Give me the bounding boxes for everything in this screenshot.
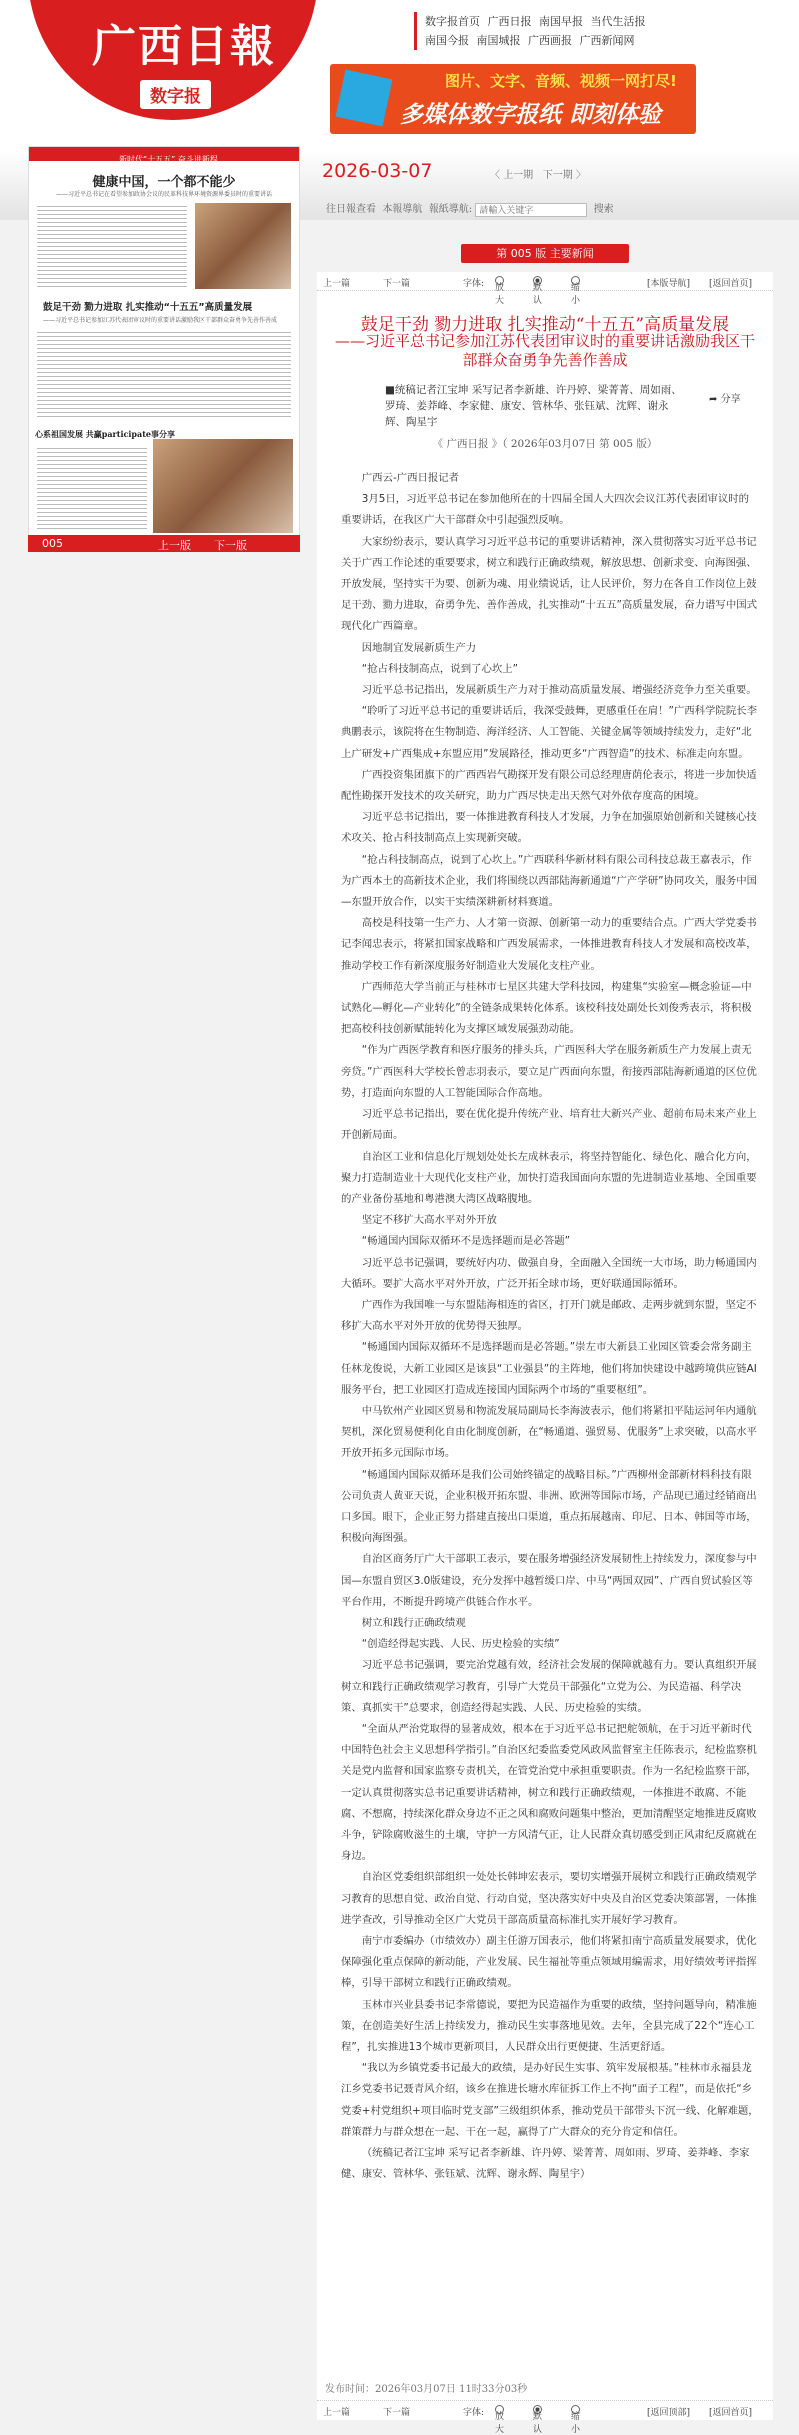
article-paragraph: 习近平总书记指出，要一体推进教育科技人才发展，力争在加强原始创新和关键核心技术攻关、抢占科技制高点上实现新突破。 (341, 811, 757, 845)
toplink-ddshb[interactable]: 当代生活报 (590, 15, 646, 28)
next-article-link[interactable]: 下一篇 (383, 2408, 411, 2418)
toplink-ngjb[interactable]: 南国今报 (425, 34, 469, 47)
article-panel (317, 272, 773, 2435)
past-issues-link[interactable]: 往日報查看 (326, 204, 376, 215)
article-paragraph: 广西师范大学当前正与桂林市七星区共建大学科技园，构建集“实验室—概念验证—中试熟化—孵化—产业转化”的全链条成果转化体系。该校科技处副处长刘俊秀表示，将积极把高校科技创新赋能转化为支撑区域发展强劲动能。 (341, 980, 752, 1036)
article-toolbar-top (317, 272, 773, 306)
home-link[interactable]: [返回首页] (709, 279, 753, 289)
prev-issue-link[interactable]: 上一期 (503, 170, 534, 181)
article-paragraph: “畅通国内国际双循环不是选择题而是必答题。”崇左市大新县工业园区管委会常务副主任林龙俊说，大新工业园区是该县“工业强县”的主阵地，他们将加快建设中越跨境供应链AI服务平台，把工业园区打造成连接国内国际两个市场的“重要枢纽”。 (341, 1341, 757, 1396)
thumbnail-text-block (37, 203, 187, 289)
article-paragraph: 习近平总书记强调，要统好内功、做强自身，全面融入全国统一大市场，助力畅通国内大循环。要扩大高水平对外开放，广泛开拓全球市场，更好联通国际循环。 (341, 1256, 757, 1290)
site-header (0, 0, 799, 150)
toplink-ngzb[interactable]: 南国早报 (539, 15, 583, 28)
article-paragraph: 习近平总书记强调，要完治党越有效，经济社会发展的保障就越有力。要认真组织开展树立和践行正确政绩观学习教育，引导广大党员干部强化“立党为公、为民造福、科学决策、真抓实干”总要求，创造经得起实践、人民、历史检验的实绩。 (341, 1659, 757, 1714)
next-page-link[interactable]: 下一版 (214, 539, 247, 552)
publish-time: 发布时间：2026年03月07日 11时33分03秒 (325, 2384, 528, 2395)
prev-page-link[interactable]: 上一版 (158, 539, 191, 552)
article-authors: ■统稿记者江宝坤 采写记者李新雄、许丹婷、梁菁菁、周如雨、罗琦、姜莽峰、李家健、康安、管林华、张钰斌、沈辉、谢永辉、陶星宇 (385, 384, 682, 428)
article-meta: 《 广西日报 》（ 2026年03月07日 第 005 版） (432, 438, 658, 450)
search-input[interactable] (475, 203, 587, 217)
article-paragraph: “聆听了习近平总书记的重要讲话后，我深受鼓舞，更感重任在肩！”广西科学院院长李典鹏表示，该院将在生物制造、海洋经济、人工智能、关键金属等领域持续发力，走好“北上广研发+广西集成+东盟应用”发展路径，推动更多“广西智造”的技术、标准走向东盟。 (341, 705, 758, 760)
toplink-gxnews[interactable]: 广西新闻网 (579, 34, 635, 47)
article-paragraph: “畅通国内国际双循环不是选择题而是必答题” (361, 1235, 570, 1248)
article-paragraph: “抢占科技制高点，说到了心坎上” (361, 662, 519, 675)
thumbnail-headline-2[interactable]: 鼓足干劲 勠力进取 扎实推动“十五五”高质量发展 (43, 302, 253, 313)
edition-nav-link[interactable]: 本報導航 (382, 204, 423, 215)
article-paragraph: 广西作为我国唯一与东盟陆海相连的省区，打开门就是邮政、走两步就到东盟，坚定不移扩大高水平对外开放的优势得天独厚。 (341, 1298, 757, 1333)
thumbnail-headline-3[interactable]: 心系祖国发展 共赢participate事分享 (35, 429, 175, 439)
article-paragraph: 高校是科技第一生产力、人才第一资源、创新第一动力的重要结合点。广西大学党委书记李闻忠表示，将紧扣国家战略和广西发展需求，一体推进教育科技人才发展和高校改革，推动学校工作有新深度服务好制造业大发展化支柱产业。 (341, 917, 757, 972)
page-thumbnail[interactable] (28, 146, 300, 552)
article-paragraph: 广西投资集团旗下的广西西岩气勘探开发有限公司总经理唐荫伦表示，将进一步加快适配性勘探开发技术的攻关研究，助力广西尽快走出天然气对外依存度高的困境。 (341, 768, 757, 803)
next-article-link[interactable]: 下一篇 (383, 279, 411, 289)
section-button[interactable]: 第 005 版 主要新闻 (461, 244, 629, 263)
edition-nav-link[interactable]: [本版导航] (647, 279, 691, 289)
article-paragraph: 习近平总书记指出，要在优化提升传统产业、培育壮大新兴产业、超前布局未来产业上开创新局面。 (341, 1108, 757, 1142)
thumbnail-text-block (37, 329, 291, 419)
article-paragraph: 自治区商务厅广大干部职工表示，要在服务增强经济发展韧性上持续发力，深度参与中国—东盟自贸区3.0版建设，充分发挥中越暂缓口岸、中马“两国双园”、广西自贸试验区等平台作用，不断提升跨境产供链合作水平。 (341, 1553, 757, 1608)
page-number: 005 (42, 537, 63, 550)
paper-nav-label: 報紙導航: (428, 204, 473, 215)
cube-icon (336, 70, 393, 127)
top-links (414, 12, 650, 50)
issue-date: 2026-03-07 (322, 160, 433, 182)
article-paragraph: 广西云-广西日报记者 (361, 472, 460, 484)
article-subtitle: ——习近平总书记参加江苏代表团审议时的重要讲话激励我区干部群众奋勇争先善作善成 (334, 332, 755, 369)
search-button[interactable]: 搜索 (593, 204, 614, 215)
font-small-option[interactable]: 缩小 (571, 2405, 580, 2415)
article-paragraph: 因地制宜发展新质生产力 (361, 641, 477, 654)
article-paragraph: “抢占科技制高点，说到了心坎上。”广西联科华新材料有限公司科技总裁王嘉表示，作为广西本土的高新技术企业，我们将围绕以西部陆海新通道“广产学研”协同攻关，服务中国—东盟开放合作，以实干实绩深耕新材料赛道。 (341, 853, 757, 909)
article-paragraph: 树立和践行正确政绩观 (361, 1616, 466, 1629)
article-paragraph: 大家纷纷表示，要认真学习习近平总书记的重要讲话精神，深入贯彻落实习近平总书记关于广西工作论述的重要要求，树立和践行正确政绩观，解放思想、创新求变、向海图强、开放发展，坚持实干为要、创新为魂、用业绩说话，让人民评价，努力在各自工作岗位上鼓足干劲、勠力进取，奋勇争先、善作善成，扎实推动“十五五”高质量发展，奋力谱写中国式现代化广西篇章。 (341, 535, 757, 633)
multimedia-banner[interactable] (330, 64, 696, 134)
font-large-option[interactable]: 放大 (495, 276, 504, 286)
article-paragraph: “全面从严治党取得的显著成效，根本在于习近平总书记把舵领航，在于习近平新时代中国特色社会主义思想科学指引。”自治区纪委监委党风政风监督室主任陈表示，纪检监察机关是党内监督和国家监察专责机关，在管党治党中承担重要职责。作为一名纪检监察干部，一定认真贯彻落实总书记重要讲话精神，树立和践行正确政绩观，一体推进不敢腐、不能腐、不想腐，持续深化群众身边不正之风和腐败问题集中整治，更加清醒坚定地推进反腐败斗争，铲除腐败滋生的土壤，守护一方风清气正，让人民群众真切感受到正风肃纪反腐就在身边。 (341, 1722, 757, 1863)
article-paragraph: 中马钦州产业园区贸易和物流发展局副局长李海波表示，他们将紧扣平陆运河年内通航契机，深化贸易便利化自由化制度创新，在“畅通道、强贸易、优服务”上求突破，以高水平开放开拓多元国际市场。 (341, 1404, 757, 1460)
article-title: 鼓足干劲 勠力进取 扎实推动“十五五”高质量发展 (360, 315, 730, 335)
article-body (341, 468, 759, 2185)
home-link[interactable]: [返回首页] (709, 2408, 753, 2418)
article-paragraph: 玉林市兴业县委书记李常德说，要把为民造福作为重要的政绩，坚持问题导向，精准施策，在创造美好生活上持续发力，推动民生实事落地见效。去年，全县完成了22个“连心工程”，扎实推进13个城市更新项目，人民群众出行更便捷、生活更舒适。 (341, 1998, 757, 2054)
font-label: 字体: (463, 279, 485, 289)
share-button[interactable]: ➦ 分享 (709, 394, 741, 405)
toplink-ngcb[interactable]: 南国城报 (476, 34, 521, 47)
thumbnail-text-block (37, 445, 147, 529)
share-icon: ➦ (709, 394, 718, 405)
prev-article-link[interactable]: 上一篇 (323, 2408, 351, 2418)
thumbnail-mast: 新时代“十五五” 奋斗进新程 (29, 147, 299, 161)
digital-edition-badge: 数字报 (140, 80, 211, 109)
article-toolbar-bottom (317, 2400, 773, 2435)
thumbnail-photo-2[interactable] (153, 439, 293, 533)
toplink-home[interactable]: 数字报首页 (425, 15, 480, 28)
article-paragraph: 习近平总书记指出，发展新质生产力对于推动高质量发展、增强经济竞争力至关重要。 (361, 684, 757, 697)
font-default-option[interactable]: 默认 (533, 2405, 542, 2415)
article-paragraph: 南宁市委编办（市绩效办）副主任游万国表示，他们将紧扣南宁高质量发展要求，优化保障强化重点保障的新动能，产业发展、民生福祉等重点领域用编需求，用好绩效考评指挥棒，引导干部树立和践行正确政绩观。 (341, 1935, 757, 1990)
article-paragraph: 自治区工业和信息化厅规划处处长左成林表示，将坚持智能化、绿色化、融合化方向，聚力打造制造业十大现代化支柱产业，加快打造我国面向东盟的先进制造业基地、全国重要的产业备份基地和粤港澳大湾区战略腹地。 (341, 1150, 757, 1205)
font-label: 字体: (463, 2408, 485, 2418)
article-paragraph: （统稿记者江宝坤 采写记者李新雄、许丹婷、梁菁菁、周如雨、罗琦、姜莽峰、李家健、康安、管林华、张钰斌、沈辉、谢永辉、陶星宇） (341, 2147, 750, 2181)
font-large-option[interactable]: 放大 (495, 2405, 504, 2415)
toplink-gxhb[interactable]: 广西画报 (528, 34, 572, 47)
next-issue-link[interactable]: 下一期 (542, 170, 573, 181)
thumbnail-subhead-1: ——习近平总书记在看望参加政协会议的民革科技界环境资源界委员时的重要讲话 (55, 191, 272, 198)
article-paragraph: 自治区党委组织部组织一处处长韩坤宏表示，要切实增强开展树立和践行正确政绩观学习教育的思想自觉、政治自觉、行动自觉，坚决落实好中央及自治区党委决策部署，一体推进学查改，引导推动全区广大党员干部高质量高标准扎实开展好学习教育。 (341, 1871, 757, 1926)
article-paragraph: 3月5日，习近平总书记在参加他所在的十四届全国人大四次会议江苏代表团审议时的重要讲话，在我区广大干部群众中引起强烈反响。 (341, 493, 750, 527)
prev-article-link[interactable]: 上一篇 (323, 279, 351, 289)
thumbnail-subhead-2: ——习近平总书记参加江苏代表团审议时的重要讲话激励我区干部群众奋勇争先善作善成 (43, 317, 278, 324)
toplink-gxrb[interactable]: 广西日报 (487, 15, 532, 28)
secondary-nav (326, 200, 614, 217)
article-paragraph: “创造经得起实践、人民、历史检验的实绩” (361, 1638, 560, 1651)
back-to-top-link[interactable]: [返回顶部] (647, 2408, 691, 2418)
issue-nav: 〈 上一期 下一期 〉 (490, 170, 586, 181)
font-small-option[interactable]: 缩小 (571, 276, 580, 286)
article-paragraph: “畅通国内国际双循环是我们公司始终锚定的战略目标。”广西柳州金部新材料科技有限公司负责人黄亚天说，企业积极开拓东盟、非洲、欧洲等国际市场，产品现已通过经销商出口多国。眼下，企业正努力搭建直接出口渠道，重点拓展越南、印尼、日本、韩国等市场，积极向海图强。 (341, 1468, 757, 1545)
article-paragraph: 坚定不移扩大高水平对外开放 (361, 1214, 497, 1227)
banner-line1: 图片、文字、音频、视频一网打尽! (445, 72, 677, 90)
article-paragraph: “作为广西医学教育和医疗服务的排头兵，广西医科大学在服务新质生产力发展上责无旁贷。”广西医科大学校长曾志羽表示，要立足广西面向东盟，衔接西部陆海新通道的区位优势，打造面向东盟的人工智能国际合作高地。 (341, 1044, 757, 1099)
page-pager (28, 535, 300, 552)
thumbnail-headline-1[interactable]: 健康中国，一个都不能少 (92, 175, 236, 190)
site-logo[interactable]: 广西日報 (92, 21, 276, 72)
banner-line2: 多媒体数字报纸 即刻体验 (400, 102, 662, 128)
font-default-option[interactable]: 默认 (533, 276, 542, 286)
thumbnail-photo-1[interactable] (195, 203, 291, 289)
article-paragraph: “我以为乡镇党委书记最大的政绩，是办好民生实事、筑牢发展根基。”桂林市永福县龙江乡党委书记聂青风介绍，该乡在推进长塘水库征拆工作上不拘“面子工程”，而是依托“乡党委+村党组织+项目临时党支部”三级组织体系，推动党员干部带头下沉一线、化解难题，群策群力与群众想在一起、干在一起，赢得了广大群众的充分肯定和信任。 (341, 2062, 759, 2138)
